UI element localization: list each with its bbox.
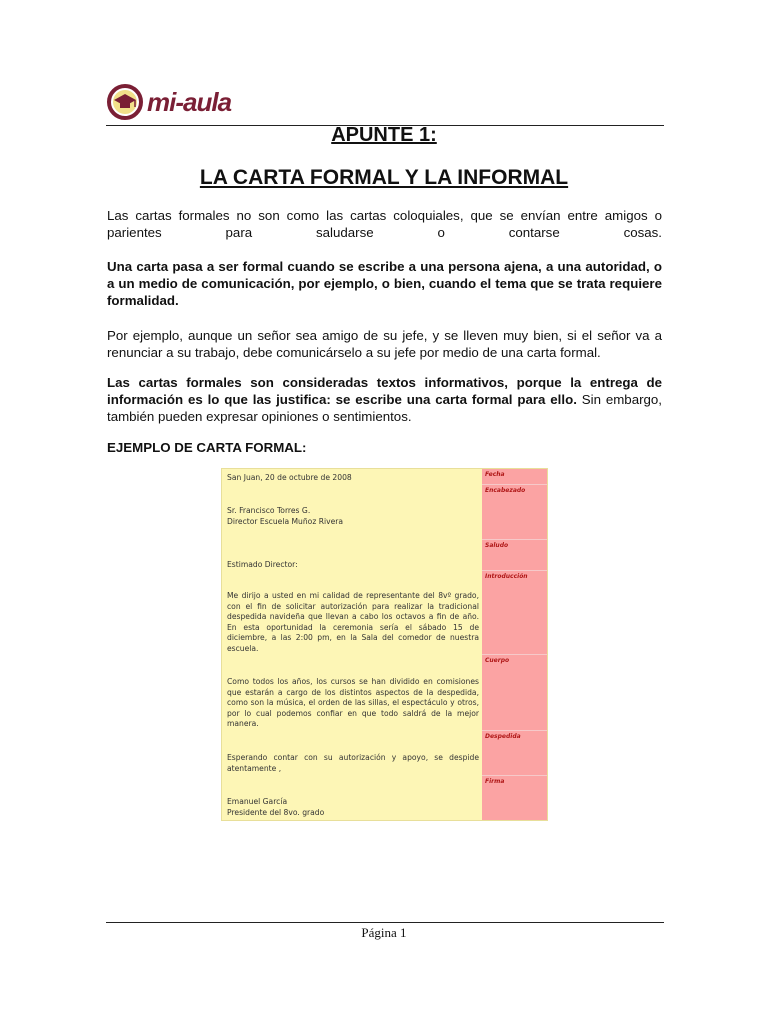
graduation-cap-icon bbox=[106, 83, 144, 121]
letter-recipient-name: Sr. Francisco Torres G. bbox=[227, 506, 311, 515]
paragraph-4-rest: Sin embargo, también pueden expresar opiniones o sentimientos. bbox=[107, 392, 662, 424]
letter-signature-title: Presidente del 8vo. grado bbox=[227, 808, 325, 817]
example-letter-image bbox=[221, 468, 548, 821]
label-saludo: Saludo bbox=[482, 539, 547, 570]
label-encabezado: Encabezado bbox=[482, 484, 547, 539]
letter-date: San Juan, 20 de octubre de 2008 bbox=[227, 473, 352, 482]
letter-body: Como todos los años, los cursos se han dividido en comisiones que estarán a cargo de los distintos aspectos de la despedida, como son la música, el orden de las sillas, el espectáculo y otros, por lo cual podemos confiar en que todo saldrá de la mejor manera. bbox=[227, 677, 479, 728]
logo-text: mi-aula bbox=[147, 86, 232, 117]
document-subtitle: LA CARTA FORMAL Y LA INFORMAL bbox=[199, 166, 569, 189]
mi-aula-logo bbox=[106, 82, 231, 122]
document-title: APUNTE 1: bbox=[331, 124, 437, 146]
label-fecha: Fecha bbox=[485, 471, 505, 478]
label-introduccion: Introducción bbox=[482, 570, 547, 654]
letter-section-labels bbox=[482, 469, 547, 820]
page-footer-rule bbox=[106, 922, 664, 923]
paragraph-2: Una carta pasa a ser formal cuando se escribe a una persona ajena, a una autoridad, o a un medio de comunicación, por ejemplo, o bien, cuando el tema que se trata requiere formalidad. bbox=[107, 259, 662, 308]
paragraph-4 bbox=[107, 374, 662, 425]
letter-greeting: Estimado Director: bbox=[227, 560, 298, 569]
letter-signature-name: Emanuel García bbox=[227, 797, 288, 806]
example-heading: EJEMPLO DE CARTA FORMAL: bbox=[107, 440, 307, 455]
label-firma: Firma bbox=[482, 775, 547, 820]
paragraph-3: Por ejemplo, aunque un señor sea amigo de su jefe, y se lleven muy bien, si el señor va a renunciar a su trabajo, debe comunicárselo a su jefe por medio de una carta formal. bbox=[107, 328, 662, 360]
letter-content bbox=[222, 469, 482, 820]
label-despedida: Despedida bbox=[482, 730, 547, 775]
label-cuerpo: Cuerpo bbox=[482, 654, 547, 730]
letter-recipient-title: Director Escuela Muñoz Rivera bbox=[227, 517, 344, 526]
paragraph-4-bold: Las cartas formales son consideradas textos informativos, porque la entrega de información es lo que las justifica: se escribe una carta formal para ello. bbox=[107, 375, 662, 407]
page-header bbox=[106, 78, 664, 126]
page-number: Página 1 bbox=[361, 925, 407, 940]
paragraph-1: Las cartas formales no son como las cartas coloquiales, que se envían entre amigos o parientes para saludarse o contarse cosas. bbox=[107, 208, 662, 240]
letter-farewell: Esperando contar con su autorización y apoyo, se despide atentamente , bbox=[227, 753, 479, 773]
letter-introduction: Me dirijo a usted en mi calidad de representante del 8vº grado, con el fin de solicitar autorización para realizar la tradicional despedida navideña que llevan a cabo los octavos a fin de año. En esta oportunidad la ceremonia sería el sábado 15 de diciembre, a las 2:00 pm, en la Sala del comedor de nuestra escuela. bbox=[227, 591, 479, 653]
